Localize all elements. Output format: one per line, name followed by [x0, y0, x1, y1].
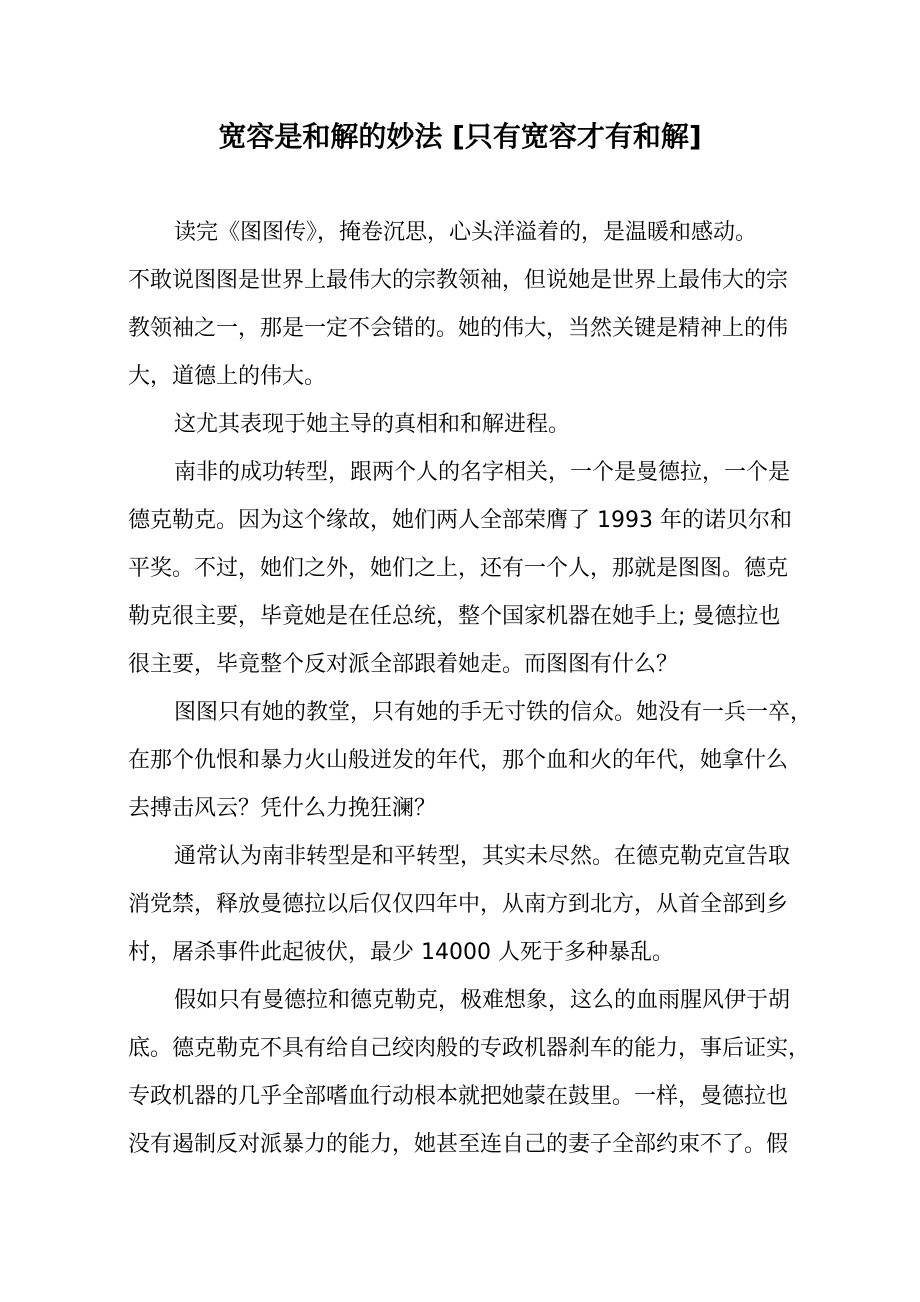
paragraph — [128, 209, 796, 401]
text-line: 去搏击风云？凭什么力挽狂澜？ — [128, 796, 437, 821]
text-line: 通常认为南非转型是和平转型，其实未尽然。在德克勒克宣告取 — [174, 844, 791, 869]
text-line: 南非的成功转型，跟两个人的名字相关，一个是曼德拉，一个是 — [174, 460, 791, 485]
text-line: 假如只有曼德拉和德克勒克，极难想象，这么的血雨腥风伊于胡 — [174, 988, 791, 1013]
text-line: 图图只有她的教堂，只有她的手无寸铁的信众。她没有一兵一卒， — [174, 700, 813, 725]
text-line: 在那个仇恨和暴力火山般迸发的年代，那个血和火的年代，她拿什么 — [128, 748, 789, 773]
document-body — [128, 209, 813, 1169]
text-line: 大，道德上的伟大。 — [128, 364, 327, 389]
paragraph — [128, 833, 796, 977]
text-line: 消党禁，释放曼德拉以后仅仅四年中，从南方到北方，从首全部到乡 — [128, 892, 789, 917]
text-line: 没有遏制反对派暴力的能力，她甚至连自己的妻子全部约束不了。假 — [128, 1132, 789, 1157]
document-title: 宽容是和解的妙法 [只有宽容才有和解] — [218, 120, 702, 153]
paragraph — [128, 689, 813, 833]
paragraph — [128, 449, 796, 689]
paragraph — [128, 401, 796, 449]
paragraph — [128, 977, 811, 1169]
text-line: 专政机器的几乎全部嗜血行动根本就把她蒙在鼓里。一样，曼德拉也 — [128, 1084, 789, 1109]
text-line: 平奖。不过，她们之外，她们之上，还有一个人，那就是图图。德克 — [128, 556, 789, 581]
text-line: 读完《图图传》，掩卷沉思，心头洋溢着的，是温暖和感动。 — [174, 220, 758, 245]
text-line: 底。德克勒克不具有给自己绞肉般的专政机器刹车的能力，事后证实， — [128, 1036, 811, 1061]
text-line: 很主要，毕竟整个反对派全部跟着她走。而图图有什么？ — [128, 652, 679, 677]
text-line: 勒克很主要，毕竟她是在任总统，整个国家机器在她手上; 曼德拉也 — [128, 604, 781, 629]
text-line: 德克勒克。因为这个缘故，她们两人全部荣膺了 1993 年的诺贝尔和 — [128, 508, 792, 533]
text-line: 不敢说图图是世界上最伟大的宗教领袖，但说她是世界上最伟大的宗 — [128, 268, 789, 293]
text-line: 教领袖之一，那是一定不会错的。她的伟大，当然关键是精神上的伟 — [128, 316, 789, 341]
text-line: 村，屠杀事件此起彼伏，最少 14000 人死于多种暴乱。 — [128, 940, 674, 965]
text-line: 这尤其表现于她主导的真相和和解进程。 — [174, 412, 571, 437]
